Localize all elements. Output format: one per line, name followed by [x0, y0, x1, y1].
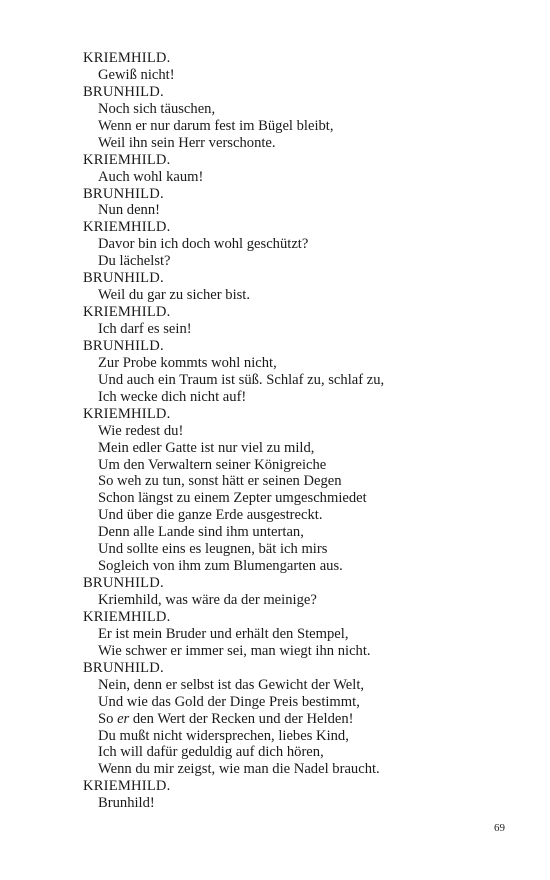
dialogue-line: Und wie das Gold der Dinge Preis bestimmt, [98, 693, 360, 710]
dialogue-line: Nun denn! [98, 202, 161, 219]
dialogue-line [83, 711, 523, 728]
emphasized-word: er [117, 710, 130, 727]
dialogue-text [83, 50, 523, 812]
speaker-name: BRUNHILD. [83, 659, 164, 676]
dialogue-line: Brunhild! [98, 795, 155, 812]
dialogue-line: Sogleich von ihm zum Blumengarten aus. [98, 558, 343, 575]
dialogue-line: Nein, denn er selbst ist das Gewicht der Welt, [98, 676, 365, 693]
speaker-name: KRIEMHILD. [83, 151, 171, 168]
dialogue-line: Zur Probe kommts wohl nicht, [98, 354, 277, 371]
dialogue-line: Wenn du mir zeigst, wie man die Nadel braucht. [98, 761, 380, 778]
dialogue-line: Ich wecke dich nicht auf! [98, 388, 247, 405]
speaker-name: BRUNHILD. [83, 270, 164, 287]
dialogue-line: Wenn er nur darum fest im Bügel bleibt, [98, 117, 334, 134]
dialogue-line: Weil ihn sein Herr verschonte. [98, 134, 276, 151]
dialogue-line: Gewiß nicht! [98, 66, 175, 83]
speaker-name: KRIEMHILD. [83, 778, 171, 795]
speaker-name: KRIEMHILD. [83, 608, 171, 625]
dialogue-line: Er ist mein Bruder und erhält den Stempel, [98, 625, 349, 642]
dialogue-line: Davor bin ich doch wohl geschützt? [98, 236, 309, 253]
dialogue-line: Und über die ganze Erde ausgestreckt. [98, 507, 323, 524]
speaker-name: KRIEMHILD. [83, 304, 171, 321]
dialogue-line: Und auch ein Traum ist süß. Schlaf zu, schlaf zu, [98, 371, 385, 388]
dialogue-line: Auch wohl kaum! [98, 168, 204, 185]
speaker-name: BRUNHILD. [83, 337, 164, 354]
speaker-name: BRUNHILD. [83, 185, 164, 202]
dialogue-line: Schon längst zu einem Zepter umgeschmiedet [98, 490, 367, 507]
dialogue-line: Wie redest du! [98, 422, 184, 439]
page-number: 69 [494, 822, 505, 834]
dialogue-line: Mein edler Gatte ist nur viel zu mild, [98, 439, 315, 456]
dialogue-line: Und sollte eins es leugnen, bät ich mirs [98, 541, 328, 558]
dialogue-line: So weh zu tun, sonst hätt er seinen Degen [98, 473, 342, 490]
speaker-name: KRIEMHILD. [83, 405, 171, 422]
dialogue-line: Kriemhild, was wäre da der meinige? [98, 592, 317, 608]
speaker-name: BRUNHILD. [83, 83, 164, 100]
dialogue-line: Denn alle Lande sind ihm untertan, [98, 524, 304, 541]
speaker-name: KRIEMHILD. [83, 50, 171, 66]
dialogue-line: Um den Verwaltern seiner Königreiche [98, 456, 327, 473]
dialogue-line: Du lächelst? [98, 253, 171, 270]
speaker-name: BRUNHILD. [83, 575, 164, 592]
dialogue-line: Du mußt nicht widersprechen, liebes Kind, [98, 727, 349, 744]
dialogue-segment: den Wert der Recken und der Helden! [129, 710, 354, 727]
dialogue-line: Weil du gar zu sicher bist. [98, 287, 251, 304]
speaker-name: KRIEMHILD. [83, 219, 171, 236]
dialogue-line: Ich darf es sein! [98, 321, 192, 337]
dialogue-segment: So [98, 710, 118, 727]
dialogue-line: Noch sich täuschen, [98, 100, 216, 117]
dialogue-line: Ich will dafür geduldig auf dich hören, [98, 744, 324, 761]
dialogue-line: Wie schwer er immer sei, man wiegt ihn nicht. [98, 642, 371, 659]
